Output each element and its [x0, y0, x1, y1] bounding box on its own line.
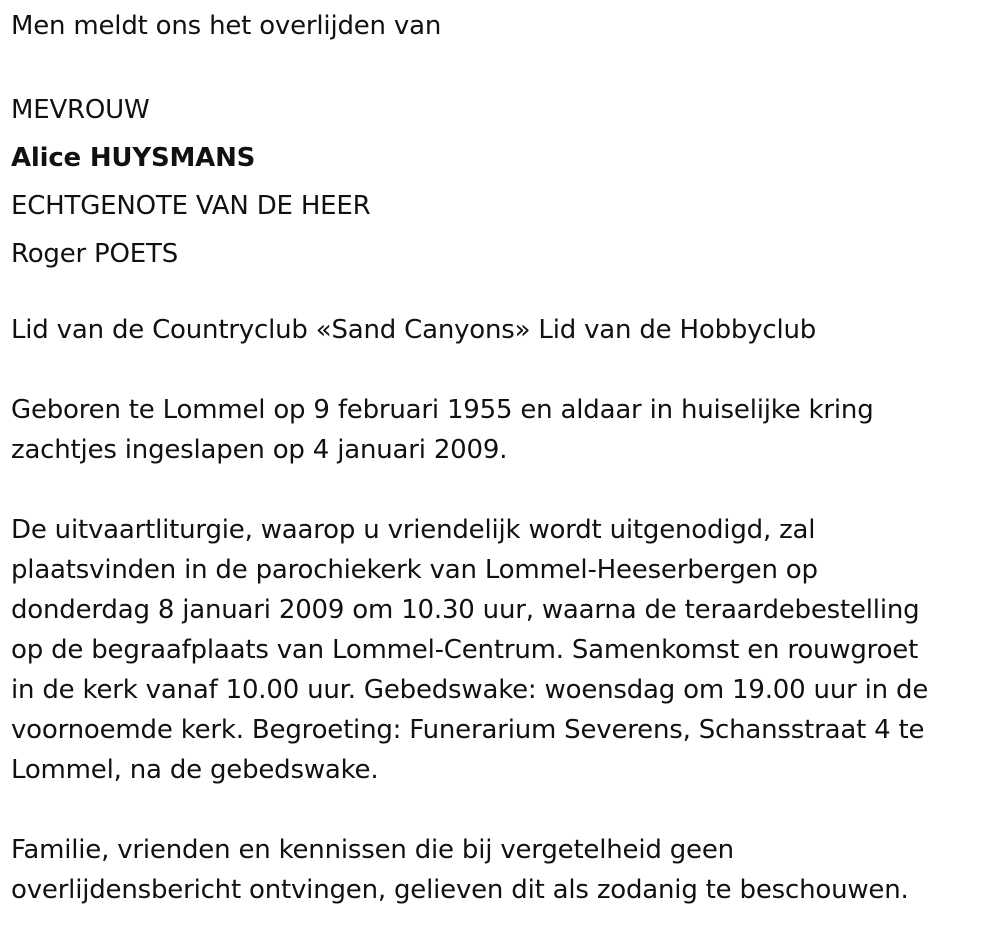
paragraph-line: overlijdensbericht ontvingen, gelieven dit als zodanig te beschouwen. — [11, 875, 909, 905]
paragraph-line: voornoemde kerk. Begroeting: Funerarium Severens, Schansstraat 4 te — [11, 715, 925, 745]
paragraph-line: De uitvaartliturgie, waarop u vriendelijk wordt uitgenodigd, zal — [11, 515, 816, 545]
intro-text — [11, 8, 441, 44]
intro-line: Men meldt ons het overlijden van — [11, 11, 442, 41]
memberships-line: Lid van de Countryclub «Sand Canyons» Lid van de Hobbyclub — [11, 315, 817, 345]
memberships — [11, 312, 816, 348]
birth-death-paragraph — [11, 390, 874, 470]
funeral-paragraph — [11, 510, 928, 790]
paragraph-line: Lommel, na de gebedswake. — [11, 755, 379, 785]
deceased-block — [11, 86, 371, 278]
paragraph-line: op de begraafplaats van Lommel-Centrum. Samenkomst en rouwgroet — [11, 635, 919, 665]
spouse-name: Roger POETS — [11, 239, 179, 269]
paragraph-line: in de kerk vanaf 10.00 uur. Gebedswake: woensdag om 19.00 uur in de — [11, 675, 929, 705]
relation-text: ECHTGENOTE VAN DE HEER — [11, 191, 371, 221]
paragraph-line: donderdag 8 januari 2009 om 10.30 uur, waarna de teraardebestelling — [11, 595, 920, 625]
paragraph-line: plaatsvinden in de parochiekerk van Lommel-Heeserbergen op — [11, 555, 818, 585]
paragraph-line: Familie, vrienden en kennissen die bij vergetelheid geen — [11, 835, 734, 865]
paragraph-line: Geboren te Lommel op 9 februari 1955 en aldaar in huiselijke kring — [11, 395, 874, 425]
deceased-name: Alice HUYSMANS — [11, 143, 256, 173]
family-paragraph — [11, 830, 909, 910]
honorific: MEVROUW — [11, 95, 150, 125]
paragraph-line: zachtjes ingeslapen op 4 januari 2009. — [11, 435, 508, 465]
